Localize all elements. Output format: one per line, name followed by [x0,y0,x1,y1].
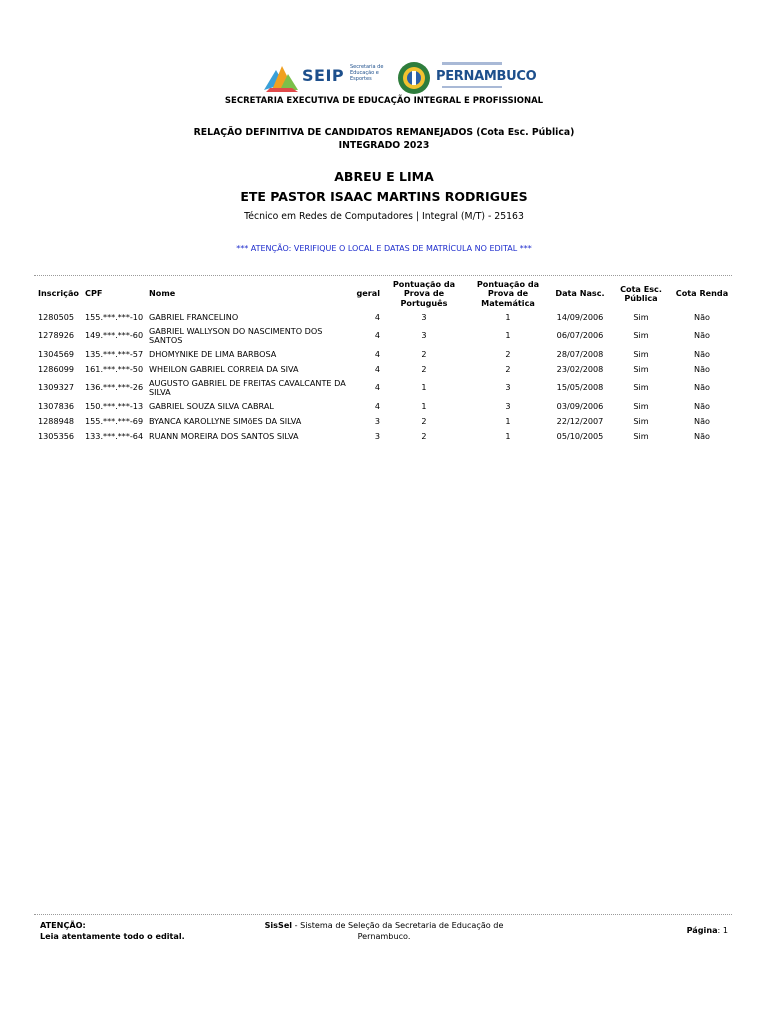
cell-cota-renda: Não [694,330,710,341]
cell-portugues: 2 [421,415,427,426]
cell-cota-esc: Sim [633,400,649,411]
secretaria-heading: SECRETARIA EXECUTIVA DE EDUCAÇÃO INTEGRAL E PROFISSIONAL [224,96,544,106]
cell-cota-esc: Sim [633,430,649,441]
table-row [36,347,732,362]
table-row [36,325,732,347]
cell-nome: WHEILON GABRIEL CORREIA DA SIVA [149,363,299,374]
cell-data-nasc: 28/07/2008 [556,348,604,359]
cell-matematica: 1 [505,430,511,441]
table-row [36,310,732,325]
cell-data-nasc: 15/05/2008 [556,382,604,393]
cell-inscricao: 1286099 [38,363,75,374]
table-row [36,414,732,429]
table-row [36,377,732,399]
cell-cpf: 161.***.***-50 [85,363,144,374]
secretaria-logo-text: Secretaria de Educação e Esportes [350,64,384,82]
cell-cota-esc: Sim [633,363,649,374]
cell-portugues: 3 [421,330,427,341]
footer-pagina [660,925,728,935]
pagina-number: : 1 [717,925,728,935]
col-data-nasc: Data Nasc. [555,288,605,299]
cell-cota-esc: Sim [633,330,649,341]
cell-geral: 4 [374,330,380,341]
cell-geral: 4 [374,348,380,359]
cell-cota-esc: Sim [633,382,649,393]
cell-inscricao: 1309327 [38,382,75,393]
cell-cpf: 155.***.***-69 [85,415,144,426]
cell-cota-esc: Sim [633,311,649,322]
cell-data-nasc: 03/09/2006 [556,400,604,411]
cell-data-nasc: 05/10/2005 [556,430,604,441]
relacao-subtitle: INTEGRADO 2023 [338,140,430,151]
cell-portugues: 1 [421,382,427,393]
cell-nome: GABRIEL WALLYSON DO NASCIMENTO DOS SANTOS [149,325,323,345]
candidates-table [36,278,732,444]
cell-inscricao: 1288948 [38,415,75,426]
table-row [36,399,732,414]
relacao-heading [0,126,768,152]
col-inscricao: Inscrição [38,288,79,299]
cell-nome: DHOMYNIKE DE LIMA BARBOSA [149,348,277,359]
cell-cpf: 136.***.***-26 [85,382,144,393]
cell-nome: BYANCA KAROLLYNE SIMõES DA SILVA [149,415,302,426]
cell-matematica: 3 [505,382,511,393]
cell-geral: 4 [374,311,380,322]
col-geral: geral [356,288,380,299]
pernambuco-bottom-rule [442,86,502,88]
curso-subtitle: Técnico em Redes de Computadores | Integral (M/T) - 25163 [244,211,524,222]
cell-geral: 3 [374,430,380,441]
col-portugues: Pontuação da Prova de Português [392,278,456,308]
header-logos [262,60,537,96]
pernambuco-seal-icon [396,60,432,96]
cell-cpf: 155.***.***-10 [85,311,144,322]
cell-matematica: 3 [505,400,511,411]
cell-portugues: 3 [421,311,427,322]
relacao-title: RELAÇÃO DEFINITIVA DE CANDIDATOS REMANEJADOS (Cota Esc. Pública) [193,127,575,138]
cell-matematica: 1 [505,311,511,322]
col-cota-esc: Cota Esc. Pública [620,283,662,303]
col-cota-renda: Cota Renda [675,288,729,299]
cell-data-nasc: 14/09/2006 [556,311,604,322]
cell-cpf: 149.***.***-60 [85,330,144,341]
cell-cpf: 150.***.***-13 [85,400,144,411]
cell-nome: RUANN MOREIRA DOS SANTOS SILVA [149,430,299,441]
cell-cota-renda: Não [694,311,710,322]
footer-sissel [250,920,518,942]
cell-cota-renda: Não [694,348,710,359]
cell-inscricao: 1280505 [38,311,75,322]
cell-cota-renda: Não [694,430,710,441]
table-top-divider [34,275,732,276]
cell-portugues: 2 [421,430,427,441]
seip-logo-text: SEIP [302,66,345,85]
cell-matematica: 1 [505,415,511,426]
sissel-description: - Sistema de Seleção da Secretaria de Educação de Pernambuco. [292,920,504,941]
cell-cpf: 133.***.***-64 [85,430,144,441]
cell-matematica: 2 [505,363,511,374]
cell-nome: AUGUSTO GABRIEL DE FREITAS CAVALCANTE DA SILVA [149,377,346,397]
footer-divider [34,914,732,915]
cell-cota-renda: Não [694,415,710,426]
cell-geral: 4 [374,400,380,411]
cell-data-nasc: 23/02/2008 [556,363,604,374]
footer-atencao-title: ATENÇÃO: [40,920,86,930]
cell-geral: 4 [374,363,380,374]
pernambuco-logo-text: PERNAMBUCO [436,69,537,84]
escola-title: ETE PASTOR ISAAC MARTINS RODRIGUES [240,189,528,204]
cell-portugues: 1 [421,400,427,411]
cell-inscricao: 1278926 [38,330,75,341]
cell-matematica: 1 [505,330,511,341]
table-row [36,362,732,377]
col-cpf: CPF [85,288,103,299]
cell-cota-renda: Não [694,400,710,411]
cell-cpf: 135.***.***-57 [85,348,144,359]
cell-data-nasc: 22/12/2007 [556,415,604,426]
table-row [36,429,732,444]
col-matematica: Pontuação da Prova de Matemática [476,278,540,308]
cell-geral: 4 [374,382,380,393]
cell-matematica: 2 [505,348,511,359]
cell-portugues: 2 [421,348,427,359]
cell-nome: GABRIEL SOUZA SILVA CABRAL [149,400,274,411]
cell-cota-esc: Sim [633,348,649,359]
cell-nome: GABRIEL FRANCELINO [149,311,239,322]
sissel-name: SisSel [264,920,293,930]
municipio-title: ABREU E LIMA [334,169,434,184]
table-header-row [36,278,732,310]
cell-inscricao: 1307836 [38,400,75,411]
cell-portugues: 2 [421,363,427,374]
cell-data-nasc: 06/07/2006 [556,330,604,341]
cell-inscricao: 1304569 [38,348,75,359]
col-nome: Nome [149,288,176,299]
cell-geral: 3 [374,415,380,426]
footer-atencao [40,920,185,942]
cell-cota-renda: Não [694,382,710,393]
cell-inscricao: 1305356 [38,430,75,441]
cell-cota-esc: Sim [633,415,649,426]
cell-cota-renda: Não [694,363,710,374]
footer-atencao-text: Leia atentamente todo o edital. [40,931,185,941]
pernambuco-top-rule [442,62,502,65]
pagina-label: Página [686,925,718,935]
matricula-notice: *** ATENÇÃO: VERIFIQUE O LOCAL E DATAS DE MATRÍCULA NO EDITAL *** [236,244,532,253]
